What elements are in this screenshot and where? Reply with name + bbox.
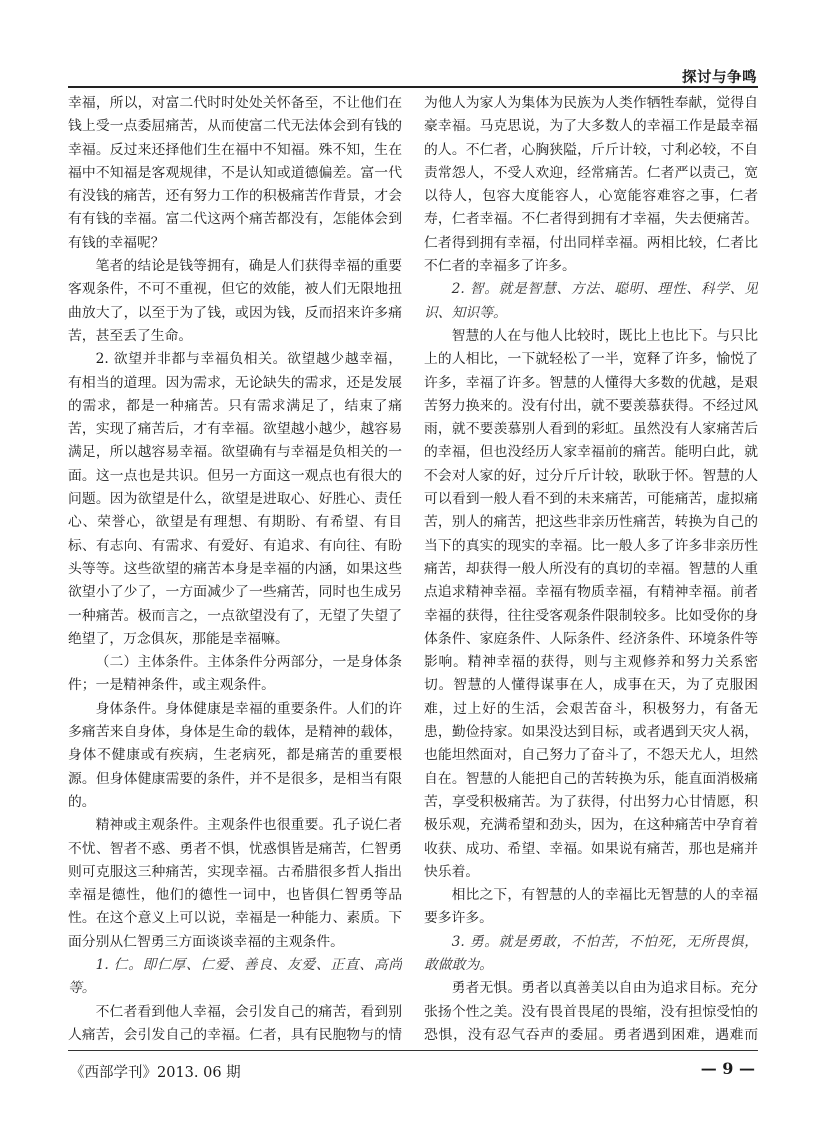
right-column	[424, 92, 758, 1044]
subheading: 1. 仁。即仁厚、仁爱、善良、友爱、正直、高尚等。	[68, 956, 402, 997]
paragraph: 勇者无惧。勇者以真善美以自由为追求目标。充分张扬个性之美。没有畏首畏尾的畏缩，没有担惊受怕的恐惧，没有忍气吞声的委屈。勇者遇到困难，遇难而	[424, 980, 758, 1043]
paragraph: （二）主体条件。主体条件分两部分，一是身体条件；一是精神条件，或主观条件。	[68, 654, 402, 694]
header-rule	[68, 86, 758, 88]
subheading: 2. 智。就是智慧、方法、聪明、理性、科学、见识、知识等。	[424, 281, 758, 321]
paragraph: 身体条件。身体健康是幸福的重要条件。人们的许多痛苦来自身体，身体是生命的载体，是精神的载体，身体不健康或有疾病，生老病死，都是痛苦的重要根源。但身体健康需要的条件，并不是很多，是相当有限的。	[68, 700, 402, 810]
paragraph: 2. 欲望并非都与幸福负相关。欲望越少越幸福，有相当的道理。因为需求，无论缺失的需求，还是发展的需求，都是一种痛苦。只有需求满足了，结束了痛苦，实现了痛苦后，才有幸福。欲望越小越少，越容易满足，所以越容易幸福。欲望确有与幸福是负相关的一面。这一点也是共识。但另一方面这一观点也有很大的问题。因为欲望是什么，欲望是进取心、好胜心、责任心、荣誉心，欲望是有理想、有期盼、有希望、有目标、有志向、有需求、有爱好、有追求、有向往、有盼头等等。这些欲望的痛苦本身是幸福的内涵，如果这些欲望小了少了，一方面减少了一些痛苦，同时也生成另一种痛苦。极而言之，一点欲望没有了，无望了失望了绝望了，万念俱灰，那能是幸福嘛。	[68, 351, 402, 647]
page-number: — 9 —	[700, 1059, 755, 1078]
section-label: 探讨与争鸣	[682, 70, 757, 86]
footer-rule	[68, 1050, 758, 1051]
paragraph: 精神或主观条件。主观条件也很重要。孔子说仁者不忧、智者不惑、勇者不惧，忧惑惧皆是痛苦，仁智勇则可克服这三种痛苦，实现幸福。古希腊很多哲人指出幸福是德性，他们的德性一词中，也皆俱仁智勇等品性。在这个意义上可以说，幸福是一种能力、素质。下面分别从仁智勇三方面谈谈幸福的主观条件。	[68, 817, 402, 950]
subheading: 3. 勇。就是勇敢，不怕苦，不怕死，无所畏惧，敢做敢为。	[424, 933, 758, 973]
paragraph: 不仁者看到他人幸福，会引发自己的痛苦，看到别人痛苦，会引发自己的幸福。仁者，具有民胞物与的情	[68, 1003, 402, 1043]
paragraph: 智慧的人在与他人比较时，既比上也比下。与只比上的人相比，一下就轻松了一半，宽释了许多，愉悦了许多，幸福了许多。智慧的人懂得大多数的优越，是艰苦努力换来的。没有付出，就不要羡慕获得。不经过风雨，就不要羡慕别人看到的彩虹。虽然没有人家痛苦后的幸福，但也没经历人家幸福前的痛苦。能明白此，就不会对人家的好，过分斤斤计较，耿耿于怀。智慧的人可以看到一般人看不到的未来痛苦，可能痛苦，虚拟痛苦，别人的痛苦，把这些非亲历性痛苦，转换为自己的当下的真实的现实的幸福。比一般人多了许多非亲历性痛苦，却获得一般人所没有的真切的幸福。智慧的人重点追求精神幸福。幸福有物质幸福，有精神幸福。前者幸福的获得，往往受客观条件限制较多。比如受你的身体条件、家庭条件、人际条件、经济条件、环境条件等影响。精神幸福的获得，则与主观修养和努力关系密切。智慧的人懂得谋事在人，成事在天，为了克服困难，过上好的生活，会艰苦奋斗，积极努力，有备无患，勤俭持家。如果没达到目标，或者遇到天灾人祸，也能坦然面对，自己努力了奋斗了，不怨天尤人，坦然自在。智慧的人能把自己的苦转换为乐，能直面消极痛苦，享受积极痛苦。为了获得，付出努力心甘情愿，积极乐观，充满希望和劲头，因为，在这种痛苦中孕育着收获、成功、希望、幸福。如果说有痛苦，那也是痛并快乐着。	[424, 327, 758, 880]
journal-name: 《西部学刊》2013. 06 期	[70, 1065, 241, 1081]
paragraph: 相比之下，有智慧的人的幸福比无智慧的人的幸福要多许多。	[424, 887, 758, 927]
paragraph: 为他人为家人为集体为民族为人类作牺牲奉献，觉得自豪幸福。马克思说，为了大多数人的幸福工作是最幸福的人。不仁者，心胸狭隘，斤斤计较，寸利必较，不自责常怨人，不受人欢迎，经常痛苦。仁者严以责己，宽以待人，包容大度能容人，心宽能容难容之事，仁者寿，仁者幸福。不仁者得到拥有才幸福，失去便痛苦。仁者得到拥有幸福，付出同样幸福。两相比较，仁者比不仁者的幸福多了许多。	[424, 95, 758, 275]
left-column	[68, 92, 402, 1044]
paragraph: 幸福，所以，对富二代时时处处关怀备至，不让他们在钱上受一点委屈痛苦，从而使富二代无法体会到有钱的幸福。反过来还择他们生在福中不知福。殊不知，生在福中不知福是客观规律，不是认知或道德偏差。富一代有没钱的痛苦，还有努力工作的积极痛苦作背景，才会有有钱的幸福。富二代这两个痛苦都没有，怎能体会到有钱的幸福呢？	[68, 95, 402, 251]
paragraph: 笔者的结论是钱等拥有，确是人们获得幸福的重要客观条件，不可不重视，但它的效能，被人们无限地扭曲放大了，以至于为了钱，或因为钱，反而招来许多痛苦，甚至丢了生命。	[68, 258, 402, 344]
